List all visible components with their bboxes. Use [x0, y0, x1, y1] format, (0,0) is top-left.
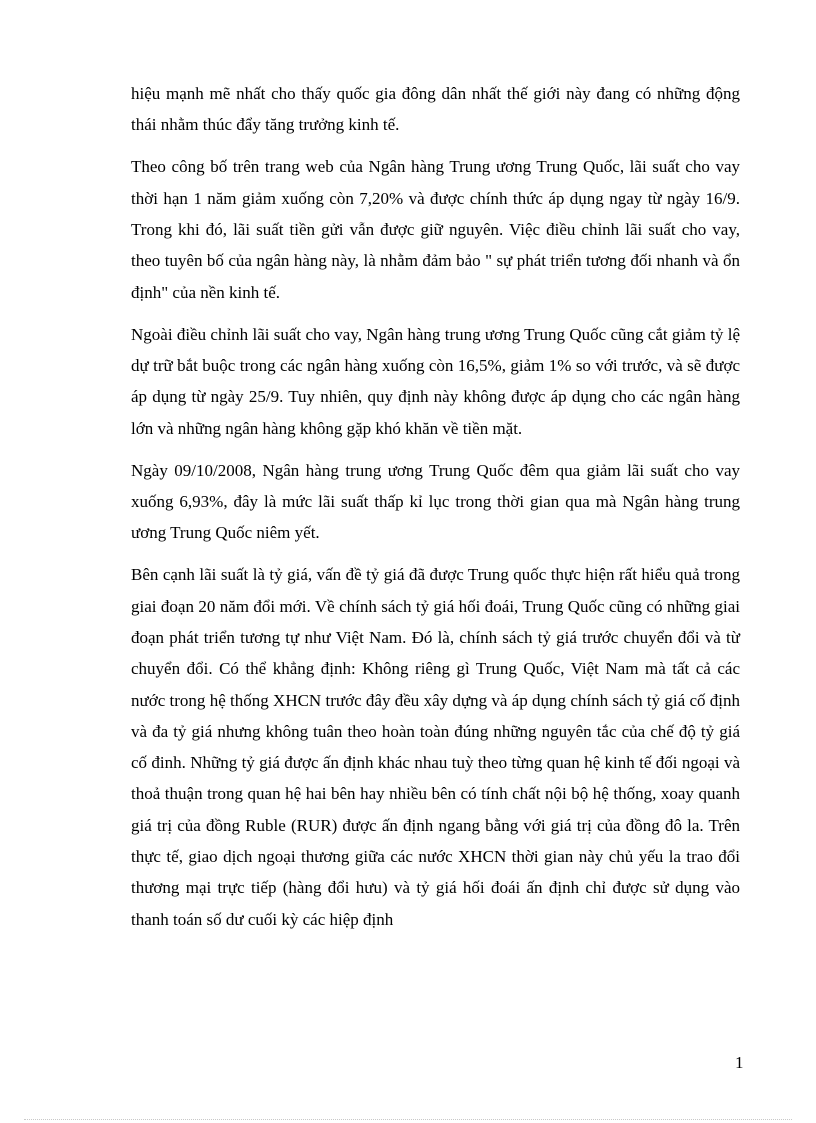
paragraph-reserve-requirement: Ngoài điều chỉnh lãi suất cho vay, Ngân hàng trung ương Trung Quốc cũng cắt giảm tỷ lệ dự trữ bắt buộc trong các ngân hàng xuống còn 16,5%, giảm 1% so với trước, và sẽ được áp dụng từ ngày 25/9. Tuy nhiên, quy định này không được áp dụng cho các ngân hàng lớn và những ngân hàng không gặp khó khăn về tiền mặt. [131, 324, 740, 438]
paragraph-exchange-rate-policy: Bên cạnh lãi suất là tỷ giá, vấn đề tỷ giá đã được Trung quốc thực hiện rất hiểu quả trong giai đoạn 20 năm đổi mới. Về chính sách tỷ giá hối đoái, Trung Quốc cũng có những giai đoạn phát triển tương tự như Việt Nam. Đó là, chính sách tỷ giá trước chuyển đổi và từ chuyển đổi. Có thể khẳng định: Không riêng gì Trung Quốc, Việt Nam mà tất cả các nước trong hệ thống XHCN trước đây đều xây dựng và áp dụng chính sách tỷ giá cố định và đa tỷ giá nhưng không tuân theo hoàn toàn đúng những nguyên tắc của chế độ tỷ giá cố đinh. Những tỷ giá được ấn định khác nhau tuỳ theo từng quan hệ kinh tế đối ngoại và thoả thuận trong quan hệ hai bên hay nhiều bên có tính chất nội bộ hệ thống, xoay quanh giá trị của đồng Ruble (RUR) được ấn định ngang bằng với giá trị của đồng đô la. Trên thực tế, giao dịch ngoại thương giữa các nước XHCN thời gian này chủ yếu la trao đổi thương mại trực tiếp (hàng đổi hưu) và tỷ giá hối đoái ấn định chỉ được sử dụng vào thanh toán số dư cuối kỳ các hiệp định [131, 565, 740, 929]
paragraph-interest-rate-announcement: Theo công bố trên trang web của Ngân hàng Trung ương Trung Quốc, lãi suất cho vay thời hạn 1 năm giảm xuống còn 7,20% và được chính thức áp dụng ngay từ ngày 16/9. Trong khi đó, lãi suất tiền gửi vẫn được giữ nguyên. Việc điều chỉnh lãi suất cho vay, theo tuyên bố của ngân hàng này, là nhằm đảm bảo " sự phát triển tương đối nhanh và ổn định" của nền kinh tế. [131, 157, 740, 302]
page-number: 1 [735, 1053, 744, 1072]
paragraph-rate-cut-2008: Ngày 09/10/2008, Ngân hàng trung ương Trung Quốc đêm qua giảm lãi suất cho vay xuống 6,93%, đây là mức lãi suất thấp kỉ lục trong thời gian qua mà Ngân hàng trung ương Trung Quốc niêm yết. [131, 460, 740, 543]
paragraph-continuation: hiệu mạnh mẽ nhất cho thấy quốc gia đông dân nhất thế giới này đang có những động thái nhằm thúc đẩy tăng trưởng kinh tế. [131, 84, 740, 135]
body-text [131, 78, 740, 946]
page-bottom-divider [24, 1119, 792, 1120]
